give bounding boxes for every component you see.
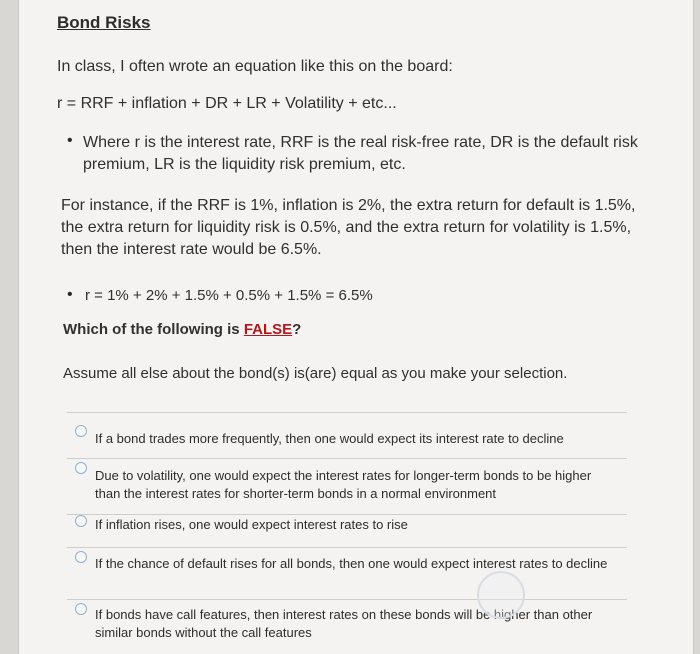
- assumption-text: Assume all else about the bond(s) is(are) equal as you make your selection.: [63, 365, 568, 382]
- intro-text: In class, I often wrote an equation like this on the board:: [57, 58, 453, 75]
- radio-button-icon[interactable]: [75, 515, 87, 527]
- question-emphasis: FALSE: [243, 321, 293, 338]
- example-paragraph: For instance, if the RRF is 1%, inflation is 2%, the extra return for default is 1.5%, the extra return for liquidity risk is 0.5%, and the extra return for volatility is 1.5%, then the interest rate would be 6.5%.: [61, 197, 636, 258]
- bullet-dot-icon: •: [67, 286, 73, 303]
- option-label: If a bond trades more frequently, then one would expect its interest rate to decline: [95, 431, 564, 446]
- option-label: If inflation rises, one would expect interest rates to rise: [95, 517, 408, 532]
- bullet-dot-icon: •: [67, 132, 73, 149]
- question-text: [63, 321, 301, 338]
- answer-option[interactable]: [67, 412, 627, 459]
- radio-button-icon[interactable]: [75, 462, 87, 474]
- radio-button-icon[interactable]: [75, 603, 87, 615]
- example-bullet: r = 1% + 2% + 1.5% + 0.5% + 1.5% = 6.5%: [85, 287, 373, 304]
- answer-option[interactable]: [67, 599, 627, 650]
- question-suffix: ?: [292, 321, 302, 338]
- cursor-highlight-icon: [477, 571, 525, 619]
- page-title: Bond Risks: [57, 13, 151, 32]
- answer-option[interactable]: [67, 547, 627, 600]
- option-label: If bonds have call features, then interest rates on these bonds will be higher than other similar bonds without the call features: [95, 607, 593, 640]
- option-label: Due to volatility, one would expect the interest rates for longer-term bonds to be higher than the interest rates for shorter-term bonds in a normal environment: [95, 468, 592, 501]
- definition-bullet: Where r is the interest rate, RRF is the real risk-free rate, DR is the default risk premium, LR is the liquidity risk premium, etc.: [83, 134, 638, 173]
- question-card: [18, 0, 694, 654]
- answer-option[interactable]: [67, 458, 627, 515]
- radio-button-icon[interactable]: [75, 425, 87, 437]
- option-label: If the chance of default rises for all bonds, then one would expect interest rates to decline: [95, 556, 608, 571]
- radio-button-icon[interactable]: [75, 551, 87, 563]
- question-prefix: Which of the following is: [63, 321, 244, 338]
- equation-text: r = RRF + inflation + DR + LR + Volatility + etc...: [57, 95, 397, 112]
- answer-option[interactable]: [67, 514, 627, 548]
